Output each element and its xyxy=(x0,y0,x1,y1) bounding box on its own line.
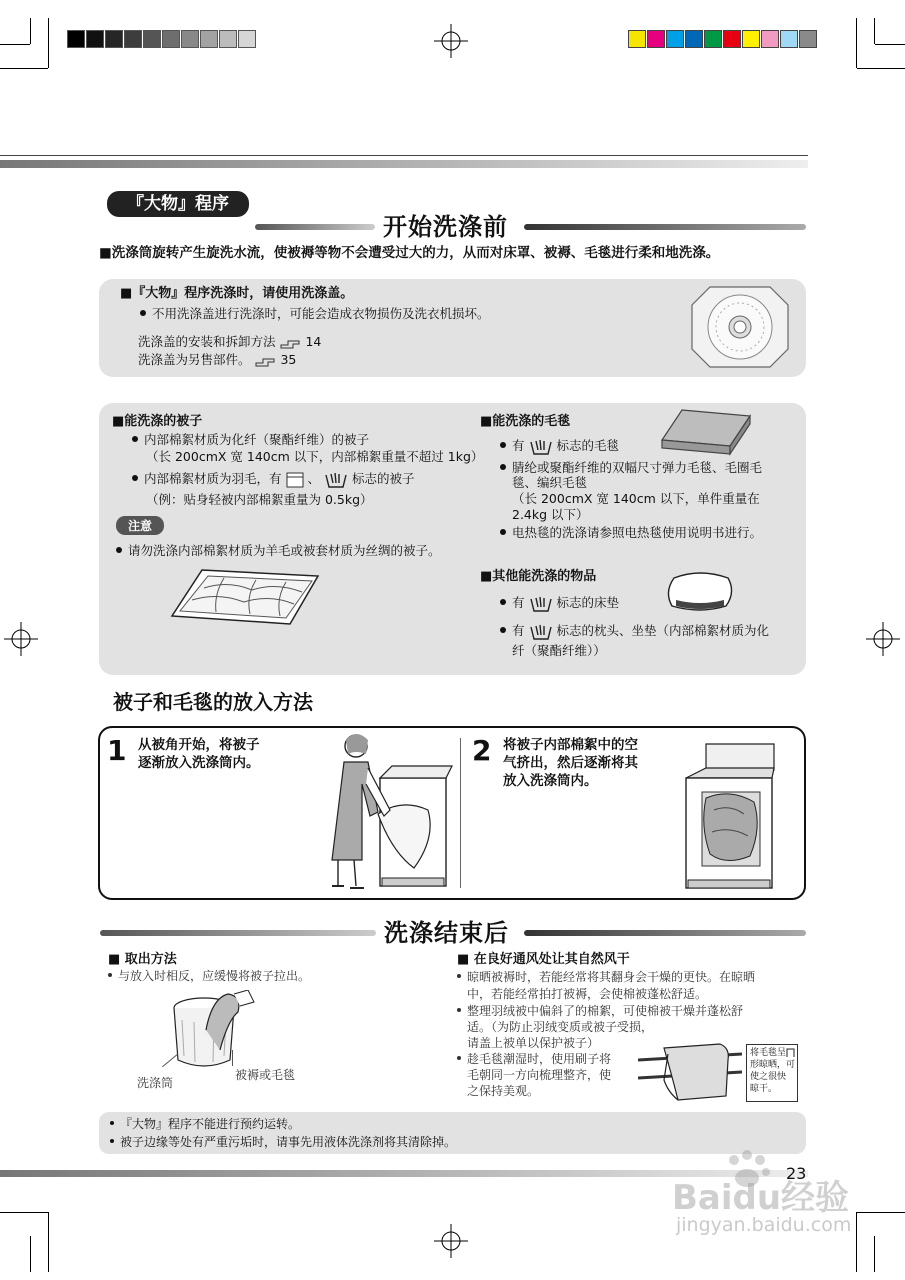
drying-bullet-2-cont1: 适。（为防止羽绒变质或被子受损， xyxy=(467,1020,654,1034)
gray-swatch xyxy=(105,30,123,48)
gray-swatch xyxy=(219,30,237,48)
dryer-care-symbol-icon xyxy=(286,472,304,488)
drying-callout-line-3: 使之很快 xyxy=(750,1072,787,1082)
color-swatch xyxy=(628,30,646,48)
color-swatch xyxy=(666,30,684,48)
drying-bullet-3: 趁毛毯潮湿时，使用刷子将 xyxy=(457,1051,611,1067)
quilts-heading: ■能洗涤的被子 xyxy=(112,414,203,429)
registration-mark-bottom xyxy=(434,1224,468,1258)
lid-notice-heading: ■『大物』程序洗涤时，请使用洗涤盖。 xyxy=(120,286,354,301)
steps-divider xyxy=(460,738,461,888)
lid-ref-accessory: 洗涤盖为另售部件。 35 xyxy=(138,352,297,367)
program-tag: 『大物』程序 xyxy=(107,191,249,217)
gray-swatch xyxy=(200,30,218,48)
quilts-bullet-1-cont: （长 200cmX 宽 140cm 以下，内部棉絮重量不超过 1kg） xyxy=(146,449,484,464)
blankets-bullet-2-cont3: 2.4kg 以下） xyxy=(512,507,589,522)
footer-note-2: 被子边缘等处有严重污垢时，请事先用液体洗涤剂将其清除掉。 xyxy=(110,1134,456,1150)
drying-callout-line-4: 晾干。 xyxy=(750,1084,778,1094)
label-bedding: 被褥或毛毯 xyxy=(235,1068,296,1082)
caution-label: 注意 xyxy=(116,516,164,535)
leader-line-bedding xyxy=(232,1050,233,1066)
hand-wash-symbol-icon xyxy=(529,438,553,456)
pointing-hand-icon xyxy=(255,354,277,368)
hand-wash-symbol-icon xyxy=(529,623,553,641)
drying-bullet-2: 整理羽绒被中偏斜了的棉絮，可使棉被干燥并蓬松舒 xyxy=(457,1003,743,1019)
step-1-illustration xyxy=(318,728,454,896)
color-swatch xyxy=(685,30,703,48)
quilts-bullet-2-cont: （例：贴身轻被内部棉絮重量为 0.5kg） xyxy=(146,492,373,507)
step-1-line-2: 逐渐放入洗涤筒内。 xyxy=(138,755,260,771)
title-bar-left xyxy=(255,224,375,230)
drying-bullet-2-cont2: 请盖上被单以保护被子） xyxy=(467,1036,600,1050)
pointing-hand-icon xyxy=(280,336,302,350)
title-bar-right xyxy=(524,224,806,230)
caution-text: 请勿洗涤内部棉絮材质为羊毛或被套材质为丝绸的被子。 xyxy=(116,542,441,559)
header-rule xyxy=(0,160,808,168)
removal-illustration xyxy=(168,990,260,1074)
hand-wash-symbol-icon xyxy=(529,595,553,613)
color-swatch xyxy=(742,30,760,48)
step-2-illustration xyxy=(680,738,780,894)
other-items-heading: ■其他能洗涤的物品 xyxy=(480,569,597,584)
drying-bullet-3-cont1: 毛朝同一方向梳理整齐，使 xyxy=(467,1068,612,1082)
intro-text: ■洗涤筒旋转产生旋洗水流，使被褥等物不会遭受过大的力，从而对床罩、被褥、毛毯进行柔和地洗涤。 xyxy=(99,245,720,261)
footer-note-1: 『大物』程序不能进行预约运转。 xyxy=(110,1116,300,1132)
step-2-line-1: 将被子内部棉絮中的空 xyxy=(503,737,638,753)
n-shape-icon xyxy=(786,1048,795,1057)
section-title-after-wash: 洗涤结束后 xyxy=(376,913,517,948)
quilts-bullet-2: 内部棉絮材质为羽毛，有 、 标志的被子 xyxy=(132,470,414,489)
other-items-bullet-2-cont: 纤（聚酯纤维）） xyxy=(512,643,606,658)
blankets-bullet-2-cont1: 毯、编织毛毯 xyxy=(512,475,588,490)
step-2-line-3: 放入洗涤筒内。 xyxy=(503,773,598,789)
drying-callout-line-1: 将毛毯呈 xyxy=(750,1048,787,1058)
color-swatch xyxy=(799,30,817,48)
gray-swatch xyxy=(181,30,199,48)
drying-rack-illustration xyxy=(638,1040,742,1104)
drying-bullet-3-cont2: 之保持美观。 xyxy=(467,1084,540,1098)
title-bar-after-left xyxy=(100,930,376,936)
blankets-bullet-3: 电热毯的洗涤请参照电热毯使用说明书进行。 xyxy=(500,524,762,541)
label-wash-tub: 洗涤筒 xyxy=(137,1076,174,1090)
blankets-bullet-2-cont2: （长 200cmX 宽 140cm 以下，单件重量在 xyxy=(512,491,760,506)
removal-bullet: 与放入时相反，应缓慢将被子拉出。 xyxy=(108,968,310,984)
folded-blanket-illustration xyxy=(660,406,752,458)
watermark-brand: Baidu经验 xyxy=(672,1178,850,1218)
wash-lid-illustration xyxy=(690,283,790,371)
step-2-number: 2 xyxy=(472,734,492,767)
gray-swatch xyxy=(67,30,85,48)
registration-mark-right xyxy=(866,622,900,656)
drying-heading: ■ 在良好通风处让其自然风干 xyxy=(457,952,630,967)
hand-wash-symbol-icon xyxy=(324,471,348,489)
registration-mark-top xyxy=(434,24,468,58)
color-swatch xyxy=(780,30,798,48)
color-swatch xyxy=(647,30,665,48)
other-items-bullet-2: 有 标志的枕头、坐垫（内部棉絮材质为化 xyxy=(500,622,769,641)
title-bar-after-right xyxy=(524,930,806,936)
color-swatch xyxy=(723,30,741,48)
section-title-loading: 被子和毛毯的放入方法 xyxy=(113,690,313,714)
header-rule-thin xyxy=(0,155,808,156)
cushion-illustration xyxy=(664,570,736,612)
lid-ref-install: 洗涤盖的安装和拆卸方法 14 xyxy=(138,334,322,349)
gray-swatch xyxy=(162,30,180,48)
gray-swatch xyxy=(238,30,256,48)
blankets-heading: ■能洗涤的毛毯 xyxy=(480,414,571,429)
blankets-bullet-2: 腈纶或聚酯纤维的双幅尺寸弹力毛毯、毛圈毛 xyxy=(500,459,762,476)
registration-mark-left xyxy=(4,622,38,656)
lid-notice-bullet: 不用洗涤盖进行洗涤时，可能会造成衣物损伤及洗衣机损坏。 xyxy=(140,305,490,322)
blankets-bullet-1: 有 标志的毛毯 xyxy=(500,437,619,456)
quilt-illustration xyxy=(168,566,324,628)
watermark-url: jingyan.baidu.com xyxy=(676,1214,852,1236)
section-title-before-wash: 开始洗涤前 xyxy=(375,207,516,242)
drying-callout-line-2: 形晾晒，可 xyxy=(750,1060,796,1070)
gray-swatch xyxy=(124,30,142,48)
removal-heading: ■ 取出方法 xyxy=(108,952,177,967)
quilts-bullet-1: 内部棉絮材质为化纤（聚酯纤维）的被子 xyxy=(132,431,369,448)
color-swatch xyxy=(704,30,722,48)
page-number: 23 xyxy=(786,1164,807,1183)
gray-swatch xyxy=(86,30,104,48)
other-items-bullet-1: 有 标志的床垫 xyxy=(500,594,619,613)
drying-bullet-1-cont: 中，若能经常拍打被褥，会使棉被蓬松舒适。 xyxy=(467,987,708,1001)
step-2-line-2: 气挤出，然后逐渐将其 xyxy=(503,755,638,771)
color-swatch xyxy=(761,30,779,48)
step-1-number: 1 xyxy=(107,734,127,767)
gray-swatch xyxy=(143,30,161,48)
drying-bullet-1: 晾晒被褥时，若能经常将其翻身会干燥的更快。在晾晒 xyxy=(457,969,755,985)
step-1-line-1: 从被角开始，将被子 xyxy=(138,737,260,753)
